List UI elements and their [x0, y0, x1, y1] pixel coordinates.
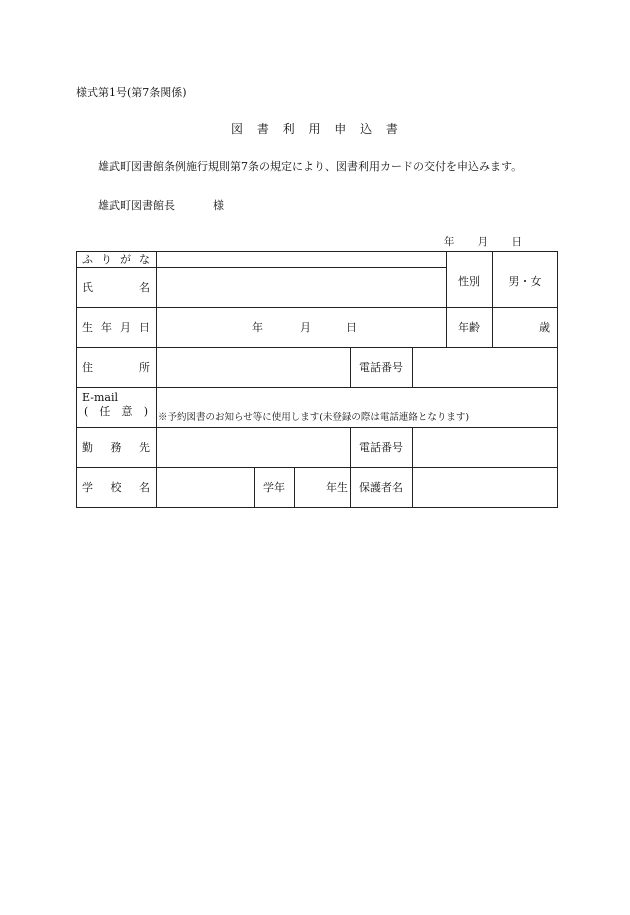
addressee-name: 雄武町図書館長 — [98, 199, 175, 212]
col-line — [412, 347, 413, 387]
form-intro: 雄武町図書館条例施行規則第7条の規定により、図書利用カードの交付を申込みます。 — [98, 160, 523, 173]
addressee-honorific: 様 — [213, 199, 224, 212]
col-line — [156, 251, 157, 508]
label-workplace: 勤務先 — [82, 441, 150, 454]
birthdate-year: 年 — [252, 321, 263, 334]
label-address: 住所 — [82, 361, 150, 374]
label-school: 学校名 — [82, 481, 150, 494]
label-birthdate: 生年月日 — [82, 321, 150, 334]
birthdate-month: 月 — [300, 321, 311, 334]
birthdate-day: 日 — [346, 321, 357, 334]
col-line — [350, 427, 351, 508]
label-workplace-phone: 電話番号 — [359, 441, 403, 454]
row-line — [76, 251, 558, 252]
row-line — [76, 267, 446, 268]
application-table — [76, 251, 558, 508]
label-gender: 性別 — [458, 275, 480, 288]
age-unit: 歳 — [539, 321, 550, 334]
label-name: 氏名 — [82, 281, 150, 294]
col-line — [557, 251, 558, 508]
form-number: 様式第1号(第7条関係) — [76, 86, 187, 99]
form-title: 図 書 利 用 申 込 書 — [231, 122, 399, 136]
row-line — [76, 387, 558, 388]
gender-options: 男・女 — [508, 275, 542, 288]
row-line — [76, 307, 558, 308]
label-grade: 学年 — [263, 481, 285, 494]
label-email-optional: (任意) — [84, 405, 148, 418]
row-line — [76, 507, 558, 508]
label-guardian: 保護者名 — [359, 481, 403, 494]
row-line — [76, 467, 558, 468]
row-line — [76, 427, 558, 428]
label-email: E-mail — [82, 391, 118, 404]
addressee — [98, 199, 224, 212]
label-age: 年齢 — [458, 321, 480, 334]
grade-unit: 年生 — [326, 481, 348, 494]
col-line — [412, 427, 413, 508]
label-phone: 電話番号 — [359, 361, 403, 374]
row-line — [76, 347, 558, 348]
email-note: ※予約図書のお知らせ等に使用します(未登録の際は電話連絡となります) — [158, 412, 470, 423]
label-furigana: ふりがな — [82, 253, 150, 266]
application-date: 年 月 日 — [443, 236, 522, 248]
